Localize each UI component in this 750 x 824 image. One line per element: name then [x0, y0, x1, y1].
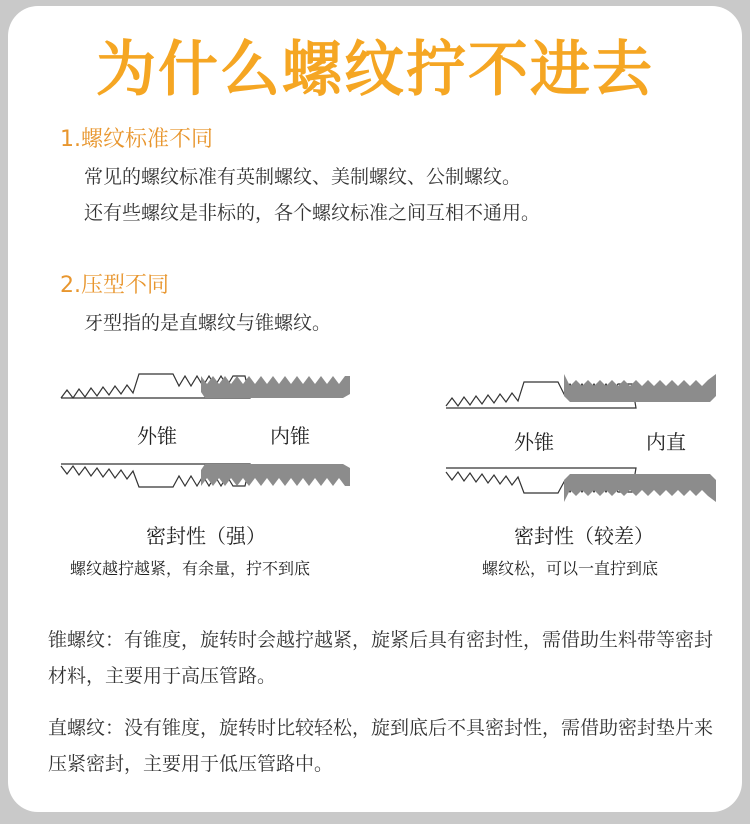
caption-seal-strong: 密封性（强） — [146, 524, 266, 548]
taper-taper-diagram — [55, 368, 355, 498]
inner-taper-thread-bottom — [201, 464, 350, 486]
label-inner-straight: 内直 — [646, 430, 686, 454]
inner-taper-thread-top — [201, 376, 350, 398]
note-taper: 螺纹越拧越紧，有余量，拧不到底 — [70, 559, 311, 578]
label-outer-taper-right: 外锥 — [514, 430, 554, 454]
caption-seal-weak: 密封性（较差） — [514, 524, 654, 548]
label-outer-taper-left: 外锥 — [137, 424, 177, 448]
straight-thread-paragraph: 直螺纹：没有锥度，旋转时比较轻松，旋到底后不具密封性，需借助密封垫片来压紧密封，主要用于低压管路中。 — [48, 717, 714, 775]
section2-line1: 牙型指的是直螺纹与锥螺纹。 — [84, 312, 332, 334]
section1-heading: 1.螺纹标准不同 — [60, 127, 213, 152]
section1-line2: 还有些螺纹是非标的，各个螺纹标准之间互相不通用。 — [84, 202, 541, 224]
inner-straight-thread-bottom — [564, 474, 716, 502]
label-inner-taper: 内锥 — [270, 424, 310, 448]
section2-heading: 2.压型不同 — [60, 273, 169, 298]
section1-line1: 常见的螺纹标准有英制螺纹、美制螺纹、公制螺纹。 — [84, 166, 522, 188]
inner-straight-thread-top — [564, 374, 716, 402]
note-straight: 螺纹松，可以一直拧到底 — [482, 559, 659, 578]
taper-thread-paragraph: 锥螺纹：有锥度，旋转时会越拧越紧，旋紧后具有密封性，需借助生料带等密封材料，主要用于高压管路。 — [48, 629, 714, 687]
page-title: 为什么螺纹拧不进去 — [96, 35, 654, 105]
